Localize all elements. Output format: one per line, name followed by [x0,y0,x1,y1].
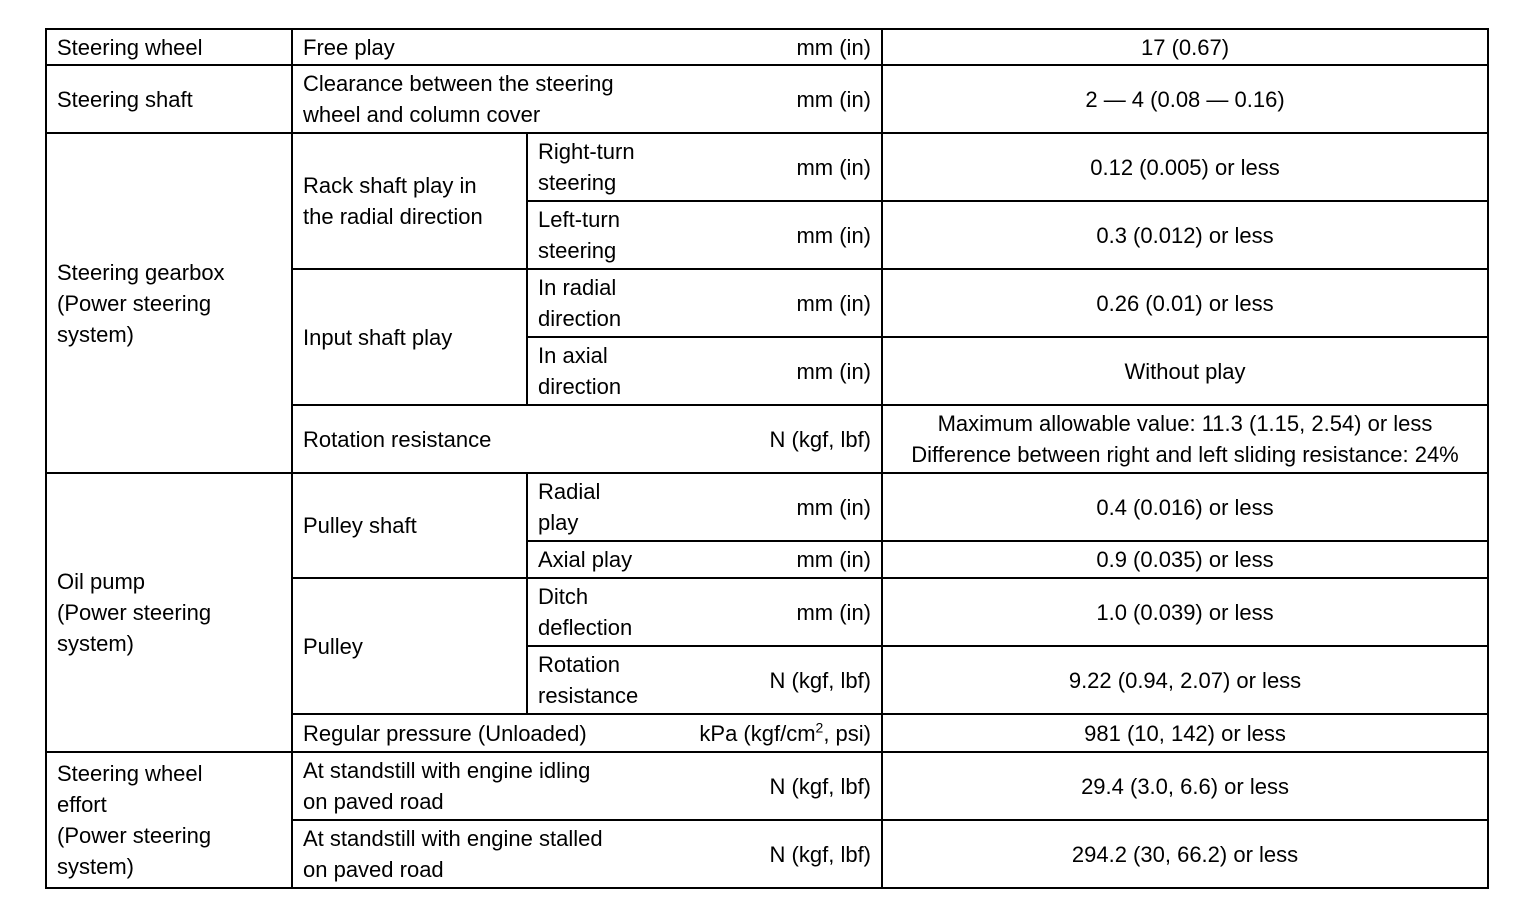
item-line: system) [57,631,134,656]
param-line: Right-turn [538,139,635,164]
item-line: system) [57,854,134,879]
unit-label: mm (in) [796,222,872,248]
param-label: Rotation resistance [303,426,492,452]
item-line: (Power steering [57,600,212,625]
param-cell [527,133,882,201]
param-cell [292,752,882,820]
item-line: Oil pump [57,569,146,594]
unit-label: N (kgf, lbf) [769,773,872,799]
unit-label: N (kgf, lbf) [769,667,872,693]
unit-label: mm (in) [796,358,872,384]
value-cell: 29.4 (3.0, 6.6) or less [882,752,1488,820]
group-cell [292,133,527,269]
param-line: deflection [538,615,633,640]
param-cell [527,201,882,269]
item-line: Steering wheel [57,761,203,786]
group-label: Pulley shaft [303,513,417,538]
unit-label: mm (in) [796,547,872,572]
param-line: Rotation [538,652,620,677]
unit-superscript: 2 [815,719,824,736]
param-line: In axial [538,343,608,368]
value-cell: 1.0 (0.039) or less [882,578,1488,646]
param-line: In radial [538,275,617,300]
param-line: Clearance between the steering [303,71,614,96]
param-line: steering [538,238,617,263]
param-line: At standstill with engine idling [303,758,591,783]
param-cell [292,820,882,888]
item-line: (Power steering [57,290,212,316]
unit-part: kPa (kgf/cm [699,720,816,746]
value-cell: 0.26 (0.01) or less [882,269,1488,337]
param-line: direction [538,374,622,399]
param-line: play [538,510,579,535]
value-cell: 0.9 (0.035) or less [882,541,1488,578]
unit-label: mm (in) [796,599,872,625]
param-line: on paved road [303,789,444,814]
param-label: Free play [303,34,395,60]
param-cell [527,337,882,405]
table-row [46,29,1488,65]
item-label: Steering shaft [57,86,193,112]
value-cell [882,405,1488,473]
value-line: Maximum allowable value: 11.3 (1.15, 2.54) or less [937,411,1433,436]
table-row [46,65,1488,133]
unit-label: N (kgf, lbf) [769,426,872,452]
item-cell [46,29,292,65]
item-line: effort [57,792,107,817]
value-cell: 0.12 (0.005) or less [882,133,1488,201]
value-cell: 0.3 (0.012) or less [882,201,1488,269]
param-label: Axial play [538,547,633,572]
item-cell [46,473,292,752]
value-cell: 981 (10, 142) or less [882,714,1488,752]
value-cell: 0.4 (0.016) or less [882,473,1488,541]
param-cell [527,541,882,578]
unit-label: mm (in) [796,290,872,316]
param-cell [292,405,882,473]
value-cell: 2 — 4 (0.08 — 0.16) [882,65,1488,133]
group-line: Rack shaft play in [303,173,477,198]
param-cell [527,269,882,337]
param-line: resistance [538,683,639,708]
param-cell [527,578,882,646]
item-cell [46,133,292,473]
table-row [46,473,1488,541]
param-line: wheel and column cover [303,102,541,127]
spec-table [45,28,1489,889]
group-label: Pulley [303,633,363,659]
value-cell: 9.22 (0.94, 2.07) or less [882,646,1488,714]
item-cell [46,65,292,133]
item-line: system) [57,321,134,347]
table-row [46,752,1488,820]
param-cell [292,29,882,65]
group-cell [292,269,527,405]
param-cell [292,714,882,752]
param-line: direction [538,306,622,331]
unit-label: N (kgf, lbf) [769,841,872,867]
group-cell [292,578,527,714]
group-cell [292,473,527,578]
param-label: Regular pressure (Unloaded) [303,720,587,746]
group-label: Input shaft play [303,324,453,350]
group-line: the radial direction [303,204,483,229]
value-cell: 17 (0.67) [882,29,1488,65]
param-cell [292,65,882,133]
item-cell [46,752,292,888]
param-line: Left-turn [538,207,620,232]
param-cell [527,473,882,541]
unit-label [699,718,871,749]
param-line: Radial [538,479,601,504]
item-line: (Power steering [57,823,212,848]
item-line: Steering gearbox [57,259,225,285]
param-line: on paved road [303,857,444,882]
value-cell: 294.2 (30, 66.2) or less [882,820,1488,888]
unit-label: mm (in) [796,494,872,520]
unit-part: , psi) [823,720,872,746]
param-line: Ditch [538,584,589,609]
unit-label: mm (in) [796,86,872,112]
item-label: Steering wheel [57,34,203,60]
value-line: Difference between right and left sliding resistance: 24% [911,442,1459,467]
unit-label: mm (in) [796,154,872,180]
unit-label: mm (in) [796,34,872,60]
param-line: At standstill with engine stalled [303,826,603,851]
param-cell [527,646,882,714]
param-line: steering [538,170,617,195]
table-row [46,133,1488,201]
value-cell: Without play [882,337,1488,405]
